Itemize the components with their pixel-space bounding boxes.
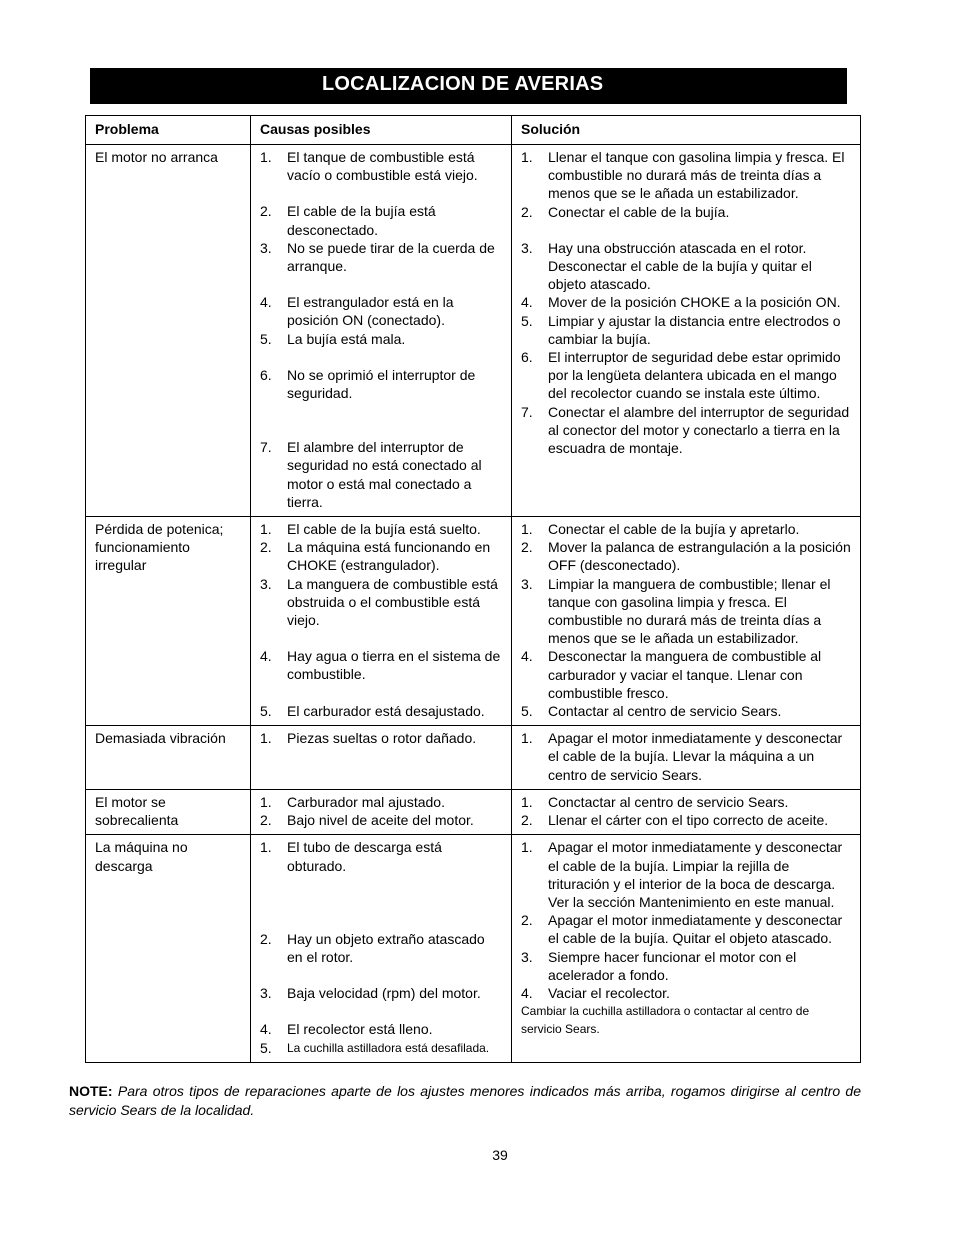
cause-item: 2. La máquina está funcionando en CHOKE (estrangulador). [260, 539, 491, 574]
cause-item: 1. El cable de la bujía está suelto. [260, 521, 481, 538]
problem-cell: El motor no arranca [86, 145, 251, 517]
cause-item: 1. Piezas sueltas o rotor dañado. [260, 730, 477, 747]
header-solution: Solución [512, 116, 861, 145]
table-row [86, 726, 861, 790]
cause-item: 2. Bajo nivel de aceite del motor. [260, 812, 474, 829]
cause-item: 4. Hay agua o tierra en el sistema de combustible. [260, 648, 501, 683]
causes-cell [251, 726, 512, 790]
causes-cell [251, 835, 512, 1062]
troubleshooting-table [85, 115, 861, 1063]
cause-item: 5. La cuchilla astilladora está desafilada. [260, 1039, 490, 1056]
solution-item: Cambiar la cuchilla astilladora o contactar al centro de servicio Sears. [521, 1004, 810, 1037]
note-text: Para otros tipos de reparaciones aparte de los ajustes menores indicados más arriba, rogamos dirigirse al centro de servicio Sears de la localidad. [69, 1083, 861, 1118]
title-bar [90, 68, 847, 104]
solution-item: 3. Siempre hacer funcionar el motor con el acelerador a fondo. [521, 948, 797, 983]
solution-item: 3. Hay una obstrucción atascada en el rotor. Desconectar el cable de la bujía y quitar el objeto atascado. [521, 239, 812, 293]
problem-cell: Pérdida de potenica; funcionamiento irregular [86, 517, 251, 726]
solution-cell [512, 789, 861, 834]
solution-item: 1. Llenar el tanque con gasolina limpia y fresca. El combustible no durará más de treinta días a menos que se le añada un estabilizador. [521, 149, 845, 202]
cause-item: 3. No se puede tirar de la cuerda de arranque. [260, 239, 495, 275]
cause-item: 2. Hay un objeto extraño atascado en el rotor. [260, 930, 485, 965]
solution-item: 1. Conectar el cable de la bujía y apretarlo. [521, 521, 800, 538]
note-label: NOTE: [69, 1083, 113, 1099]
cause-item: 5. El carburador está desajustado. [260, 702, 485, 719]
note-paragraph [69, 1082, 861, 1120]
cause-item: 1. El tubo de descarga está obturado. [260, 839, 442, 874]
cause-item: 6. No se oprimió el interruptor de seguridad. [260, 366, 476, 402]
solution-item: 7. Conectar el alambre del interruptor de seguridad al conector del motor y conectarlo a tierra en la escuadra de montaje. [521, 403, 850, 457]
solution-item: 1. Conctactar al centro de servicio Sears. [521, 793, 789, 810]
table-row [86, 145, 861, 517]
solution-item: 2. Llenar el cárter con el tipo correcto de aceite. [521, 812, 829, 829]
page-title: LOCALIZACION DE AVERIAS [322, 73, 604, 95]
table-header-row [86, 116, 861, 145]
solution-cell [512, 835, 861, 1062]
cause-item: 1. El tanque de combustible está vacío o combustible está viejo. [260, 149, 478, 184]
cause-item: 3. Baja velocidad (rpm) del motor. [260, 985, 481, 1002]
problem-cell: La máquina no descarga [86, 835, 251, 1062]
cause-item: 5. La bujía está mala. [260, 330, 406, 347]
causes-cell [251, 145, 512, 517]
solution-cell [512, 726, 861, 790]
solution-item: 5. Contactar al centro de servicio Sears. [521, 703, 782, 720]
solution-cell [512, 145, 861, 517]
solution-item: 2. Mover la palanca de estrangulación a la posición OFF (desconectado). [521, 539, 851, 574]
cause-item: 2. El cable de la bujía está desconectado. [260, 203, 436, 238]
cause-item: 7. El alambre del interruptor de seguridad no está conectado al motor o está mal conectado a tierra. [260, 439, 482, 510]
cause-item: 4. El estrangulador está en la posición ON (conectado). [260, 294, 454, 329]
solution-item: 6. El interruptor de seguridad debe estar oprimido por la lengüeta delantera ubicada en el mango del recolector cuando se instala este último. [521, 349, 841, 402]
causes-cell [251, 789, 512, 834]
solution-item: 2. Apagar el motor inmediatamente y desconectar el cable de la bujía. Quitar el objeto atascado. [521, 912, 843, 947]
table-row [86, 789, 861, 834]
cause-item: 1. Carburador mal ajustado. [260, 793, 445, 810]
solution-item: 4. Vaciar el recolector. [521, 984, 670, 1001]
cause-item: 4. El recolector está lleno. [260, 1021, 433, 1038]
solution-item: 1. Apagar el motor inmediatamente y desconectar el cable de la bujía. Llevar la máquina a un centro de servicio Sears. [521, 730, 843, 783]
cause-item: 3. La manguera de combustible está obstruida o el combustible está viejo. [260, 575, 498, 629]
table-row [86, 835, 861, 1062]
header-problem: Problema [86, 116, 251, 145]
solution-item: 1. Apagar el motor inmediatamente y desconectar el cable de la bujía. Limpiar la rejilla de trituración y el interior de la boca de descarga. Ver la sección Mantenimiento en este manual. [521, 839, 843, 910]
causes-cell [251, 517, 512, 726]
solution-item: 3. Limpiar la manguera de combustible; llenar el tanque con gasolina limpia y fresca. El combustible no durará más de treinta días a menos que se le añada un estabilizador. [521, 575, 831, 647]
page-number: 39 [492, 1147, 508, 1163]
problem-cell: El motor se sobrecalienta [86, 789, 251, 834]
table-row [86, 517, 861, 726]
solution-cell [512, 517, 861, 726]
solution-item: 5. Limpiar y ajustar la distancia entre electrodos o cambiar la bujía. [521, 312, 841, 347]
solution-item: 4. Mover de la posición CHOKE a la posición ON. [521, 294, 841, 311]
header-causes: Causas posibles [251, 116, 512, 145]
solution-item: 4. Desconectar la manguera de combustible al carburador y vaciar el tanque. Llenar con combustible fresco. [521, 648, 822, 701]
solution-item: 2. Conectar el cable de la bujía. [521, 203, 730, 220]
problem-cell: Demasiada vibración [86, 726, 251, 790]
